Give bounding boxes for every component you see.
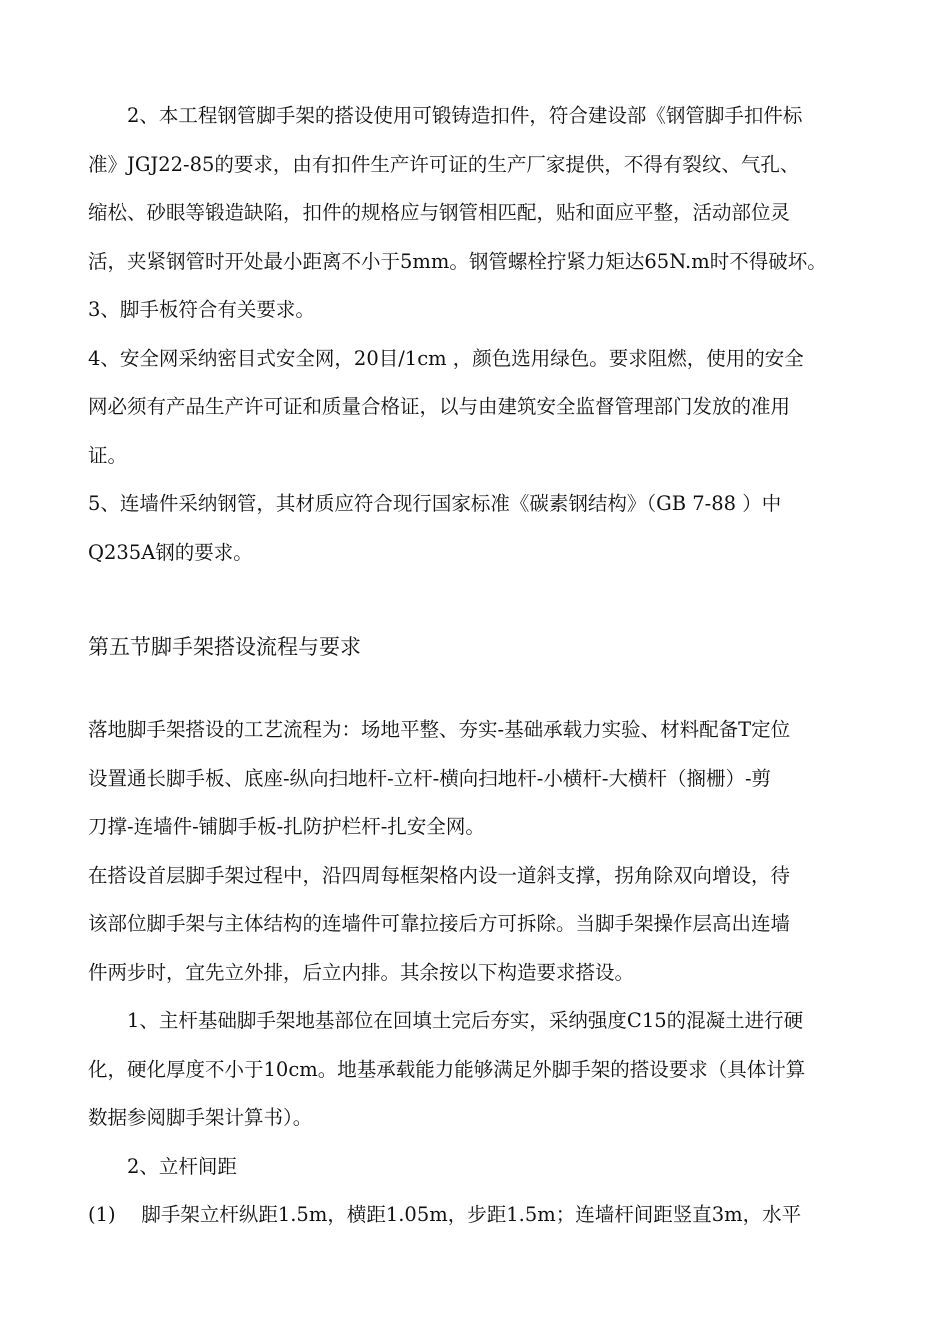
section-heading: 第五节脚手架搭设流程与要求 (88, 635, 361, 659)
text-line: (1) 脚手架立杆纵距1.5m，横距1.05m，步距1.5m；连墙杆间距竖直3m，水平 (88, 1203, 802, 1226)
text-line: 缩松、砂眼等锻造缺陷，扣件的规格应与钢管相匹配，贴和面应平整，活动部位灵 (88, 201, 791, 224)
text-line: 网必须有产品生产许可证和质量合格证，以与由建筑安全监督管理部门发放的准用 (88, 395, 791, 418)
materials-section (88, 92, 863, 577)
text-line: 在搭设首层脚手架过程中，沿四周每框架格内设一道斜支撑，拐角除双向增设，待 (88, 863, 791, 887)
text-line: 2、本工程钢管脚手架的搭设使用可锻铸造扣件，符合建设部《钢管脚手扣件标 (88, 104, 803, 127)
text-line: 4、安全网采纳密目式安全网，20目/1cm ，颜色选用绿色。要求阻燃，使用的安全 (88, 346, 804, 370)
text-line: 3、脚手板符合有关要求。 (88, 298, 315, 321)
text-line: 准》JGJ22-85的要求，由有扣件生产许可证的生产厂家提供，不得有裂纹、气孔、 (88, 152, 800, 176)
text-line: 证。 (88, 443, 128, 467)
text-line: 落地脚手架搭设的工艺流程为：场地平整、夯实-基础承载力实验、材料配备T定位 (88, 718, 791, 741)
procedure-section (88, 706, 863, 1240)
text-line: 化，硬化厚度不小于10cm。地基承载能力能够满足外脚手架的搭设要求（具体计算 (88, 1057, 806, 1081)
text-line: 刀撑-连墙件-铺脚手板-扎防护栏杆-扎安全网。 (88, 815, 485, 838)
text-line: 5、连墙件采纳钢管，其材质应符合现行国家标准《碳素钢结构》（GB 7-88 ）中 (88, 492, 782, 515)
text-line: 件两步时，宜先立外排，后立内排。其余按以下构造要求搭设。 (88, 960, 635, 984)
text-line: 活，夹紧钢管时开处最小距离不小于5mm。钢管螺栓拧紧力矩达65N.m时不得破坏。 (88, 249, 827, 273)
text-line: 该部位脚手架与主体结构的连墙件可靠拉接后方可拆除。当脚手架操作层高出连墙 (88, 912, 791, 935)
text-line: Q235A钢的要求。 (88, 540, 253, 564)
text-line: 设置通长脚手板、底座-纵向扫地杆-立杆-横向扫地杆-小横杆-大横杆（搁栅）-剪 (88, 766, 772, 790)
text-line: 2、立杆间距 (88, 1154, 237, 1178)
text-line: 数据参阅脚手架计算书）。 (88, 1106, 313, 1129)
text-line: 1、主杆基础脚手架地基部位在回填土完后夯实，采纳强度C15的混凝土进行硬 (88, 1009, 804, 1032)
